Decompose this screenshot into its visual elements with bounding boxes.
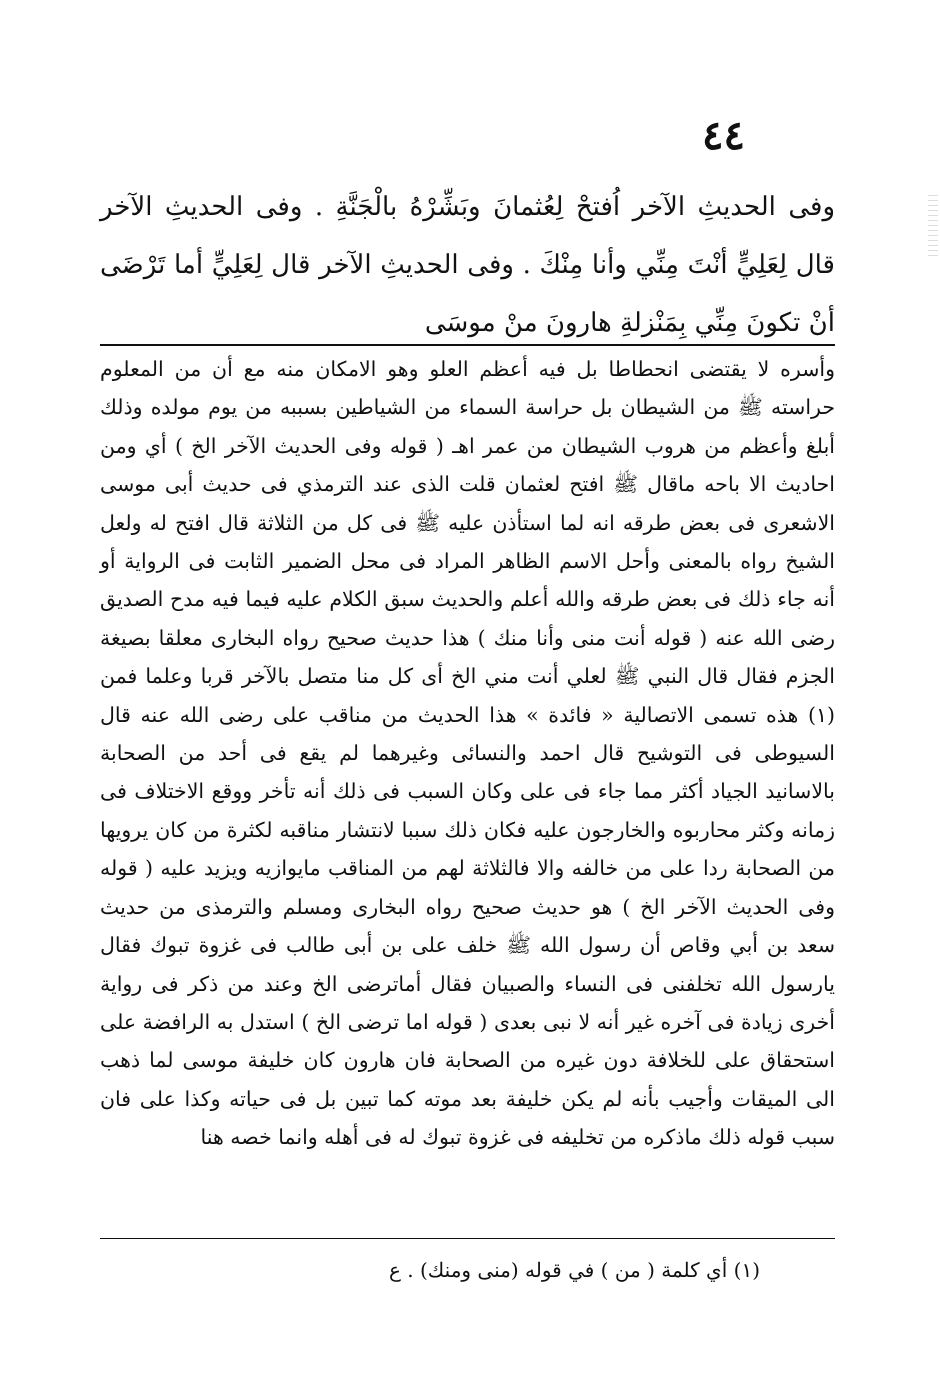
- page-number: ٤٤: [702, 112, 745, 159]
- section-divider: [100, 344, 835, 346]
- footnote-divider: [100, 1238, 835, 1239]
- commentary-paragraph: وأسره لا يقتضى انحطاطا بل فيه أعظم العلو وهو الامكان منه مع أن من المعلوم حراسته ﷺ من الشيطان بل حراسة السماء من الشياطين بسببه من يوم مولده وذلك أبلغ وأعظم من هروب الشيطان من عمر اهـ ( قوله وفى الحديث الآخر الخ ) أي ومن احاديث الا باحه ماقال ﷺ افتح لعثمان قلت الذى عند الترمذي فى حديث أبى موسى الاشعرى فى بعض طرقه انه لما استأذن عليه ﷺ فى كل من الثلاثة قال افتح له ولعل الشيخ رواه بالمعنى وأحل الاسم الظاهر المراد فى محل الضمير الثابت فى الرواية أو أنه جاء ذلك فى بعض طرقه والله أعلم والحديث سبق الكلام عليه فيما فيه مدح الصديق رضى الله عنه ( قوله أنت منى وأنا منك ) هذا حديث صحيح رواه البخارى معلقا بصيغة الجزم فقال قال النبي ﷺ لعلي أنت مني الخ أى كل منا متصل بالآخر قربا وعلما فمن (١) هذه تسمى الاتصالية « فائدة » هذا الحديث من مناقب على رضى الله عنه قال السيوطى فى التوشيح قال احمد والنسائى وغيرهما لم يقع فى أحد من الصحابة بالاسانيد الجياد أكثر مما جاء فى على وكان السبب فى ذلك أنه تأخر ووقع الاختلاف فى زمانه وكثر محاربوه والخارجون عليه فكان ذلك سببا لانتشار مناقبه لكثرة من كان يرويها من الصحابة ردا على من خالفه والا فالثلاثة لهم من المناقب مايوازيه ويزيد عليه ( قوله وفى الحديث الآخر الخ ) هو حديث صحيح رواه البخارى ومسلم والترمذى من حديث سعد بن أبي وقاص أن رسول الله ﷺ خلف على بن أبى طالب فى غزوة تبوك فقال يارسول الله تخلفنى فى النساء والصبيان فقال أماترضى الخ وعند من ذكر فى رواية أخرى زيادة فى آخره غير أنه لا نبى بعدى ( قوله اما ترضى الخ ) استدل به الرافضة على استحقاق على للخلافة دون غيره من الصحابة فان هارون كان خليفة موسى لما ذهب الى الميقات وأجيب بأنه لم يكن خليفة بعد موته كما تبين بل فى حياته وكذا على فان سبب قوله ذلك ماذكره من تخليفه فى غزوة تبوك له فى أهله وانما خصه هنا: [100, 357, 835, 1150]
- footnote: (١) أي كلمة ( من ) في قوله (منى ومنك) . ع: [389, 1258, 760, 1282]
- main-text: [100, 178, 835, 352]
- commentary-text: [100, 350, 835, 1157]
- main-text-paragraph: وفى الحديثِ الآخر اُفتحْ لِعُثمانَ وبَشِّرْهُ بالْجَنَّةِ . وفى الحديثِ الآخر قال لِعَلِيٍّ أنْتَ مِنِّي وأنا مِنْكَ . وفى الحديثِ الآخر قال لِعَلِيٍّ أما تَرْضَى أنْ تكونَ مِنِّي بِمَنْزلةِ هارونَ منْ موسَى: [100, 192, 835, 338]
- scan-edge-speckle: [928, 195, 938, 260]
